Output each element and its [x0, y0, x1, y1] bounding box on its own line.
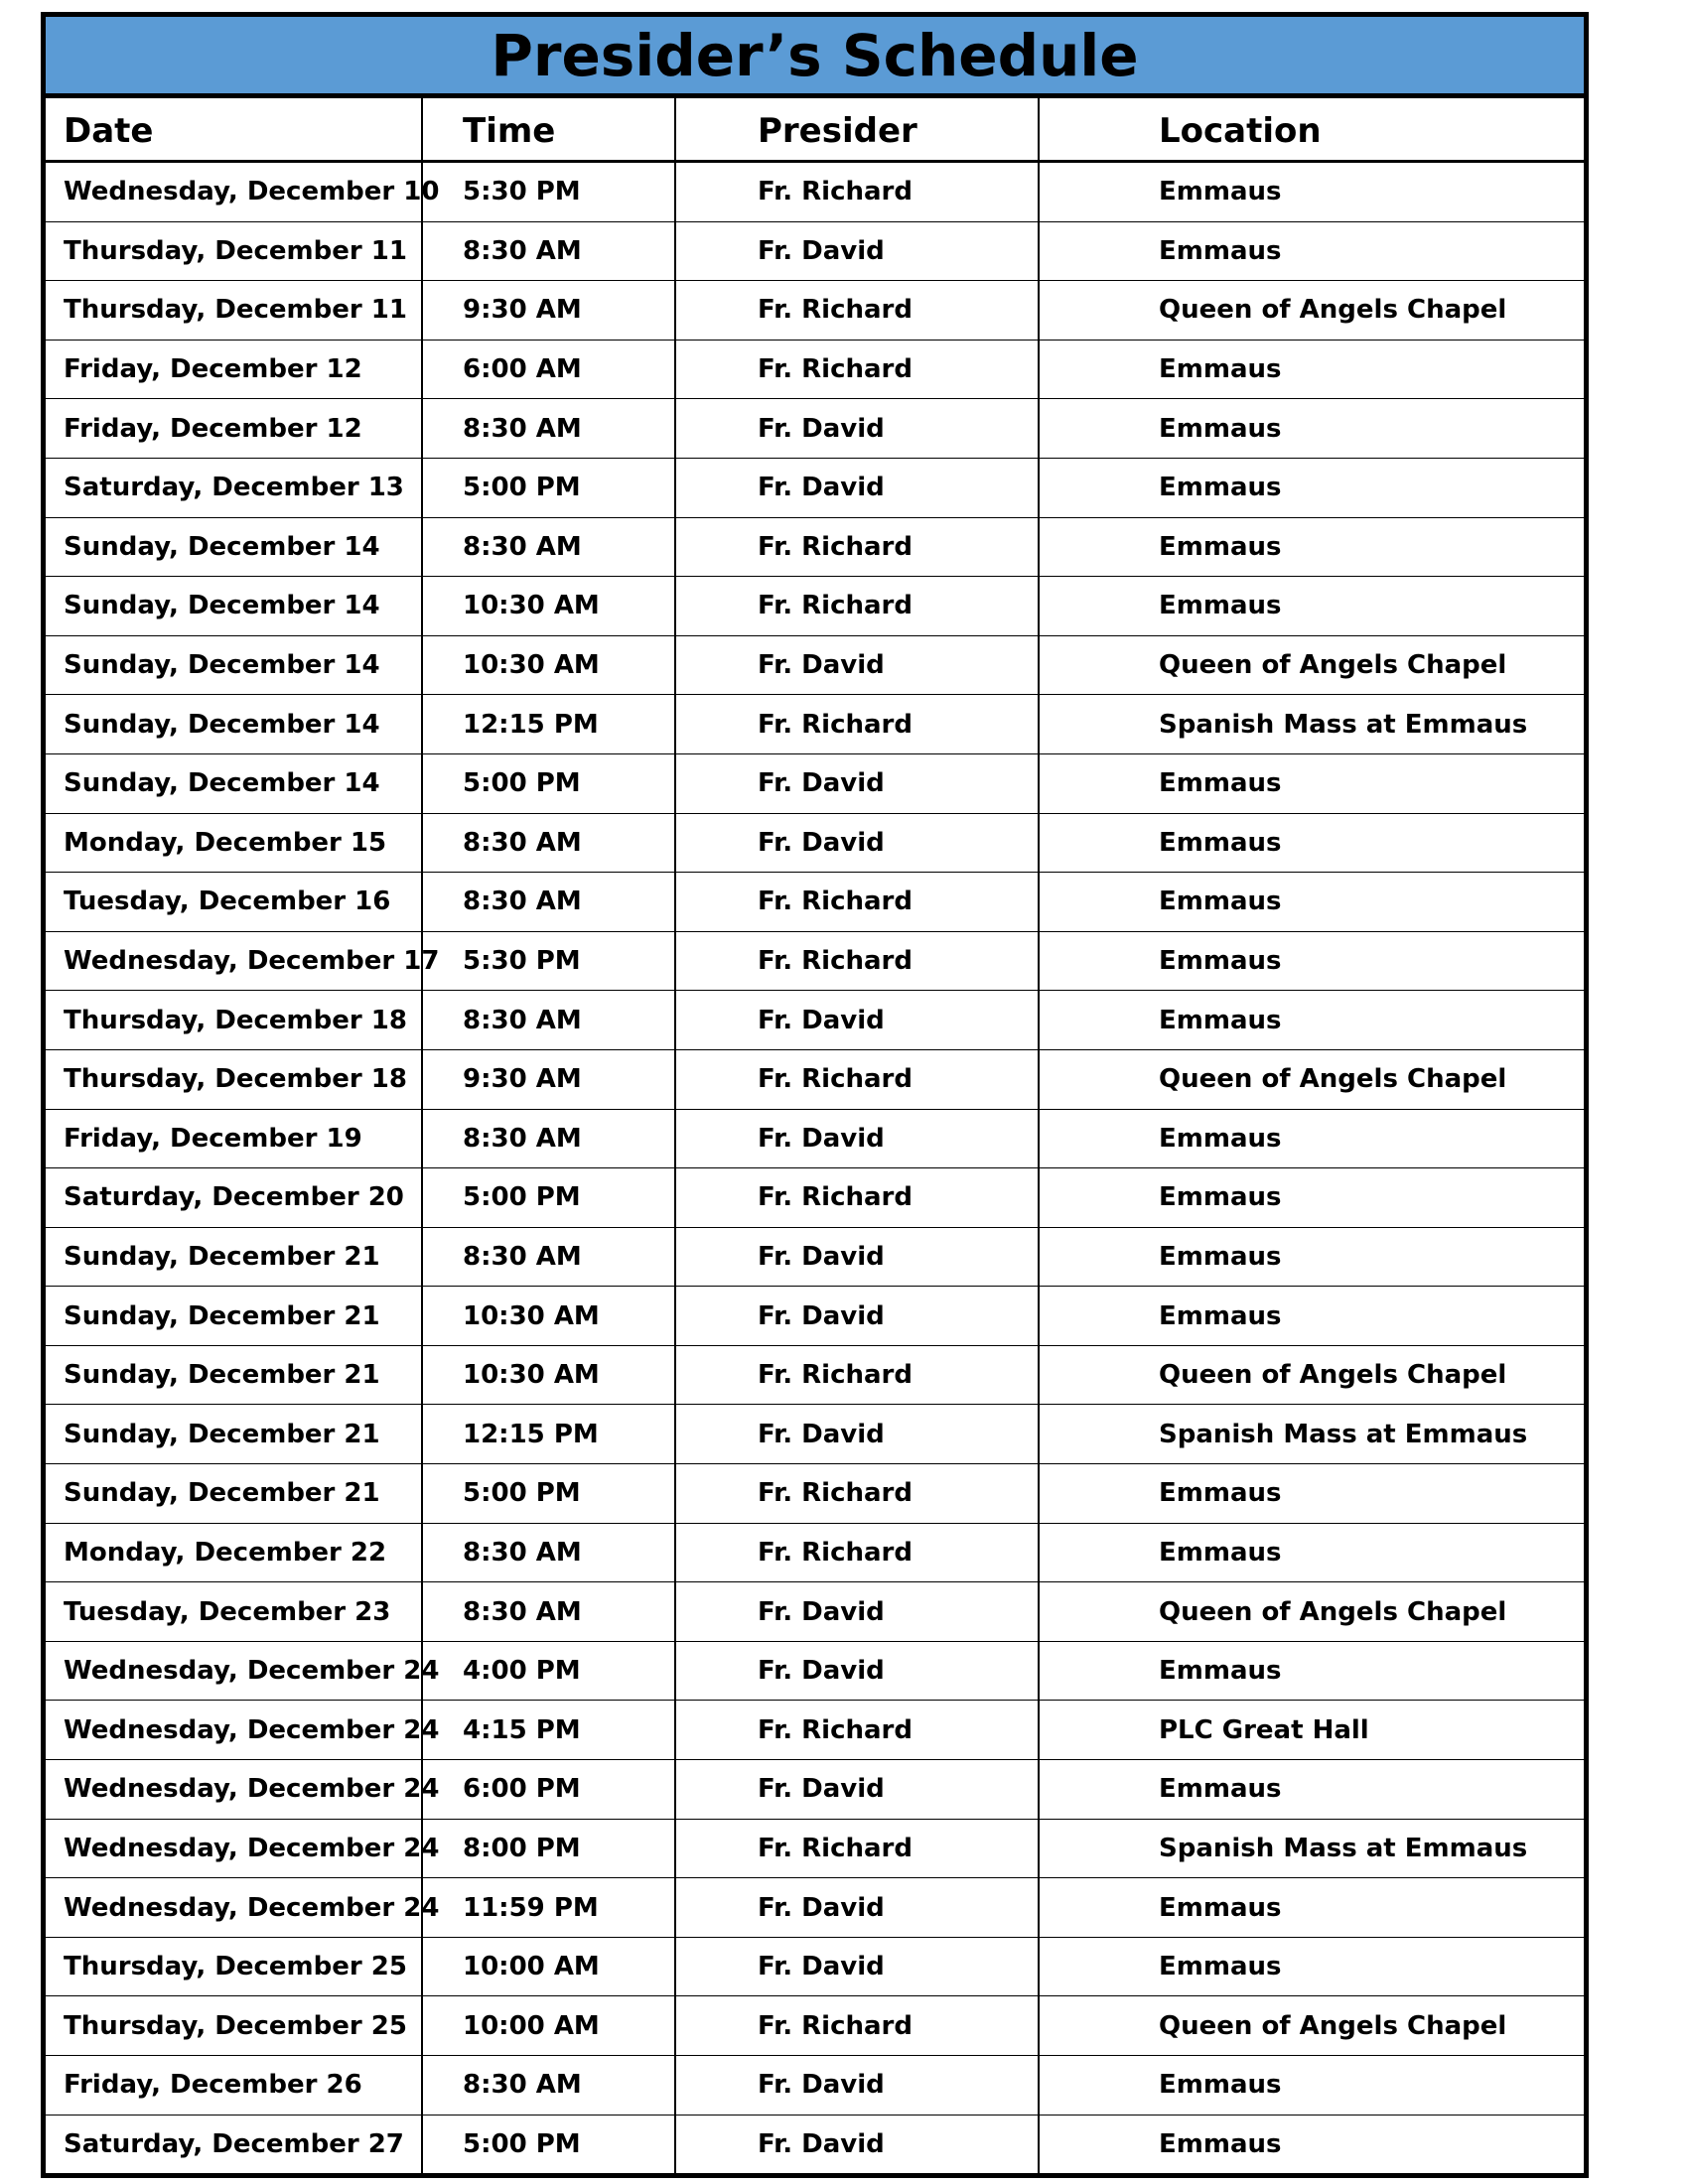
time-cell: 10:30 AM — [422, 635, 675, 695]
table-row — [46, 1701, 1584, 1760]
table-row — [46, 635, 1584, 695]
presider-cell: Fr. Richard — [675, 1996, 1039, 2056]
date-cell: Sunday, December 21 — [46, 1345, 422, 1405]
presider-cell: Fr. David — [675, 2115, 1039, 2173]
date-cell: Sunday, December 21 — [46, 1464, 422, 1524]
time-cell: 5:00 PM — [422, 1168, 675, 1228]
time-cell: 5:00 PM — [422, 753, 675, 813]
location-cell: Emmaus — [1039, 873, 1584, 932]
table-row — [46, 1464, 1584, 1524]
date-cell: Thursday, December 25 — [46, 1996, 422, 2056]
presider-cell: Fr. David — [675, 813, 1039, 873]
date-cell: Sunday, December 14 — [46, 517, 422, 577]
time-cell: 10:00 AM — [422, 1937, 675, 1996]
location-cell: Emmaus — [1039, 931, 1584, 991]
time-cell: 8:30 AM — [422, 1109, 675, 1168]
table-row — [46, 281, 1584, 341]
presider-cell: Fr. Richard — [675, 1819, 1039, 1878]
presider-cell: Fr. David — [675, 1760, 1039, 1820]
date-cell: Wednesday, December 24 — [46, 1701, 422, 1760]
time-cell: 8:30 AM — [422, 2056, 675, 2116]
location-cell: Emmaus — [1039, 1464, 1584, 1524]
date-cell: Friday, December 12 — [46, 399, 422, 459]
time-cell: 4:00 PM — [422, 1641, 675, 1701]
location-cell: Emmaus — [1039, 1168, 1584, 1228]
date-cell: Sunday, December 14 — [46, 635, 422, 695]
location-cell: Emmaus — [1039, 340, 1584, 399]
presider-cell: Fr. Richard — [675, 162, 1039, 222]
header-row — [46, 98, 1584, 162]
column-header-location: Location — [1039, 98, 1584, 162]
schedule-table — [46, 98, 1584, 2173]
column-header-time: Time — [422, 98, 675, 162]
presider-cell: Fr. David — [675, 1287, 1039, 1346]
location-cell: Emmaus — [1039, 813, 1584, 873]
table-row — [46, 753, 1584, 813]
presider-cell: Fr. Richard — [675, 1168, 1039, 1228]
title-bar — [46, 17, 1584, 98]
location-cell: PLC Great Hall — [1039, 1701, 1584, 1760]
time-cell: 12:15 PM — [422, 695, 675, 754]
time-cell: 5:30 PM — [422, 162, 675, 222]
presider-cell: Fr. David — [675, 753, 1039, 813]
table-row — [46, 1937, 1584, 1996]
time-cell: 6:00 PM — [422, 1760, 675, 1820]
time-cell: 8:30 AM — [422, 517, 675, 577]
time-cell: 8:30 AM — [422, 1227, 675, 1287]
time-cell: 6:00 AM — [422, 340, 675, 399]
time-cell: 8:30 AM — [422, 399, 675, 459]
date-cell: Sunday, December 14 — [46, 577, 422, 636]
location-cell: Emmaus — [1039, 162, 1584, 222]
presider-cell: Fr. Richard — [675, 1523, 1039, 1582]
date-cell: Sunday, December 21 — [46, 1405, 422, 1464]
date-cell: Saturday, December 20 — [46, 1168, 422, 1228]
table-row — [46, 162, 1584, 222]
date-cell: Friday, December 12 — [46, 340, 422, 399]
location-cell: Emmaus — [1039, 221, 1584, 281]
table-row — [46, 221, 1584, 281]
location-cell: Queen of Angels Chapel — [1039, 1582, 1584, 1642]
table-row — [46, 695, 1584, 754]
location-cell: Emmaus — [1039, 1227, 1584, 1287]
presider-cell: Fr. David — [675, 991, 1039, 1050]
date-cell: Wednesday, December 10 — [46, 162, 422, 222]
date-cell: Monday, December 22 — [46, 1523, 422, 1582]
presider-cell: Fr. Richard — [675, 577, 1039, 636]
presider-cell: Fr. David — [675, 1937, 1039, 1996]
presider-cell: Fr. Richard — [675, 1464, 1039, 1524]
location-cell: Queen of Angels Chapel — [1039, 1996, 1584, 2056]
date-cell: Tuesday, December 16 — [46, 873, 422, 932]
time-cell: 9:30 AM — [422, 1049, 675, 1109]
table-row — [46, 931, 1584, 991]
location-cell: Emmaus — [1039, 458, 1584, 517]
date-cell: Saturday, December 13 — [46, 458, 422, 517]
presider-cell: Fr. David — [675, 1227, 1039, 1287]
table-row — [46, 1109, 1584, 1168]
date-cell: Wednesday, December 24 — [46, 1760, 422, 1820]
presider-cell: Fr. David — [675, 221, 1039, 281]
time-cell: 11:59 PM — [422, 1878, 675, 1938]
table-row — [46, 1287, 1584, 1346]
date-cell: Friday, December 26 — [46, 2056, 422, 2116]
presider-cell: Fr. Richard — [675, 695, 1039, 754]
presider-cell: Fr. David — [675, 635, 1039, 695]
presider-cell: Fr. Richard — [675, 931, 1039, 991]
date-cell: Friday, December 19 — [46, 1109, 422, 1168]
column-header-presider: Presider — [675, 98, 1039, 162]
presider-cell: Fr. David — [675, 399, 1039, 459]
time-cell: 8:30 AM — [422, 1523, 675, 1582]
location-cell: Emmaus — [1039, 1109, 1584, 1168]
time-cell: 9:30 AM — [422, 281, 675, 341]
time-cell: 10:30 AM — [422, 1287, 675, 1346]
time-cell: 12:15 PM — [422, 1405, 675, 1464]
table-row — [46, 1523, 1584, 1582]
time-cell: 10:30 AM — [422, 1345, 675, 1405]
table-row — [46, 2115, 1584, 2173]
location-cell: Emmaus — [1039, 399, 1584, 459]
date-cell: Saturday, December 27 — [46, 2115, 422, 2173]
location-cell: Queen of Angels Chapel — [1039, 635, 1584, 695]
location-cell: Emmaus — [1039, 1641, 1584, 1701]
date-cell: Monday, December 15 — [46, 813, 422, 873]
date-cell: Wednesday, December 24 — [46, 1641, 422, 1701]
location-cell: Emmaus — [1039, 753, 1584, 813]
presider-cell: Fr. Richard — [675, 281, 1039, 341]
table-row — [46, 1582, 1584, 1642]
location-cell: Emmaus — [1039, 1523, 1584, 1582]
date-cell: Wednesday, December 24 — [46, 1878, 422, 1938]
table-row — [46, 517, 1584, 577]
location-cell: Emmaus — [1039, 1937, 1584, 1996]
date-cell: Thursday, December 18 — [46, 1049, 422, 1109]
time-cell: 5:00 PM — [422, 2115, 675, 2173]
date-cell: Sunday, December 14 — [46, 695, 422, 754]
date-cell: Sunday, December 14 — [46, 753, 422, 813]
date-cell: Wednesday, December 17 — [46, 931, 422, 991]
date-cell: Tuesday, December 23 — [46, 1582, 422, 1642]
table-row — [46, 399, 1584, 459]
time-cell: 8:30 AM — [422, 991, 675, 1050]
time-cell: 8:30 AM — [422, 1582, 675, 1642]
location-cell: Queen of Angels Chapel — [1039, 1345, 1584, 1405]
table-row — [46, 873, 1584, 932]
time-cell: 5:30 PM — [422, 931, 675, 991]
presider-cell: Fr. David — [675, 1878, 1039, 1938]
table-row — [46, 1049, 1584, 1109]
time-cell: 10:00 AM — [422, 1996, 675, 2056]
date-cell: Thursday, December 11 — [46, 281, 422, 341]
table-row — [46, 813, 1584, 873]
presider-cell: Fr. David — [675, 458, 1039, 517]
table-row — [46, 340, 1584, 399]
location-cell: Emmaus — [1159, 2128, 1282, 2159]
date-cell: Thursday, December 18 — [46, 991, 422, 1050]
location-cell: Queen of Angels Chapel — [1039, 281, 1584, 341]
table-row — [46, 458, 1584, 517]
presider-cell: Fr. Richard — [675, 873, 1039, 932]
time-cell: 8:30 AM — [422, 873, 675, 932]
page-title: Presider’s Schedule — [491, 21, 1139, 89]
location-cell: Emmaus — [1039, 991, 1584, 1050]
location-cell: Emmaus — [1039, 1287, 1584, 1346]
table-row — [46, 991, 1584, 1050]
table-row — [46, 1878, 1584, 1938]
presider-cell: Fr. Richard — [675, 517, 1039, 577]
presider-cell: Fr. David — [675, 1582, 1039, 1642]
table-row — [46, 1227, 1584, 1287]
location-cell: Spanish Mass at Emmaus — [1039, 1405, 1584, 1464]
time-cell: 8:30 AM — [422, 221, 675, 281]
presider-cell: Fr. David — [675, 1405, 1039, 1464]
location-cell: Emmaus — [1039, 577, 1584, 636]
table-row — [46, 577, 1584, 636]
presider-cell: Fr. Richard — [675, 340, 1039, 399]
presider-cell: Fr. Richard — [675, 1701, 1039, 1760]
presider-cell: Fr. David — [675, 1641, 1039, 1701]
table-row — [46, 1819, 1584, 1878]
presider-cell: Fr. Richard — [675, 1049, 1039, 1109]
table-row — [46, 1168, 1584, 1228]
time-cell: 4:15 PM — [422, 1701, 675, 1760]
schedule-body — [46, 162, 1584, 2174]
time-cell: 8:30 AM — [422, 813, 675, 873]
date-cell: Sunday, December 21 — [46, 1227, 422, 1287]
location-cell: Spanish Mass at Emmaus — [1039, 1819, 1584, 1878]
location-cell: Emmaus — [1039, 2056, 1584, 2116]
location-cell: Emmaus — [1039, 1760, 1584, 1820]
location-cell: Spanish Mass at Emmaus — [1039, 695, 1584, 754]
presider-cell: Fr. David — [675, 2056, 1039, 2116]
time-cell: 5:00 PM — [422, 1464, 675, 1524]
location-cell: Emmaus — [1039, 1878, 1584, 1938]
date-cell: Thursday, December 11 — [46, 221, 422, 281]
time-cell: 5:00 PM — [422, 458, 675, 517]
date-cell: Wednesday, December 24 — [46, 1819, 422, 1878]
location-cell: Queen of Angels Chapel — [1039, 1049, 1584, 1109]
table-row — [46, 2056, 1584, 2116]
location-cell: Emmaus — [1039, 517, 1584, 577]
presider-cell: Fr. David — [675, 1109, 1039, 1168]
table-row — [46, 1760, 1584, 1820]
table-row — [46, 1405, 1584, 1464]
column-header-date: Date — [46, 98, 422, 162]
date-cell: Thursday, December 25 — [46, 1937, 422, 1996]
schedule-sheet — [41, 12, 1589, 2178]
time-cell: 10:30 AM — [422, 577, 675, 636]
date-cell: Sunday, December 21 — [46, 1287, 422, 1346]
table-row — [46, 1996, 1584, 2056]
presider-cell: Fr. Richard — [675, 1345, 1039, 1405]
table-row — [46, 1641, 1584, 1701]
table-row — [46, 1345, 1584, 1405]
time-cell: 8:00 PM — [422, 1819, 675, 1878]
